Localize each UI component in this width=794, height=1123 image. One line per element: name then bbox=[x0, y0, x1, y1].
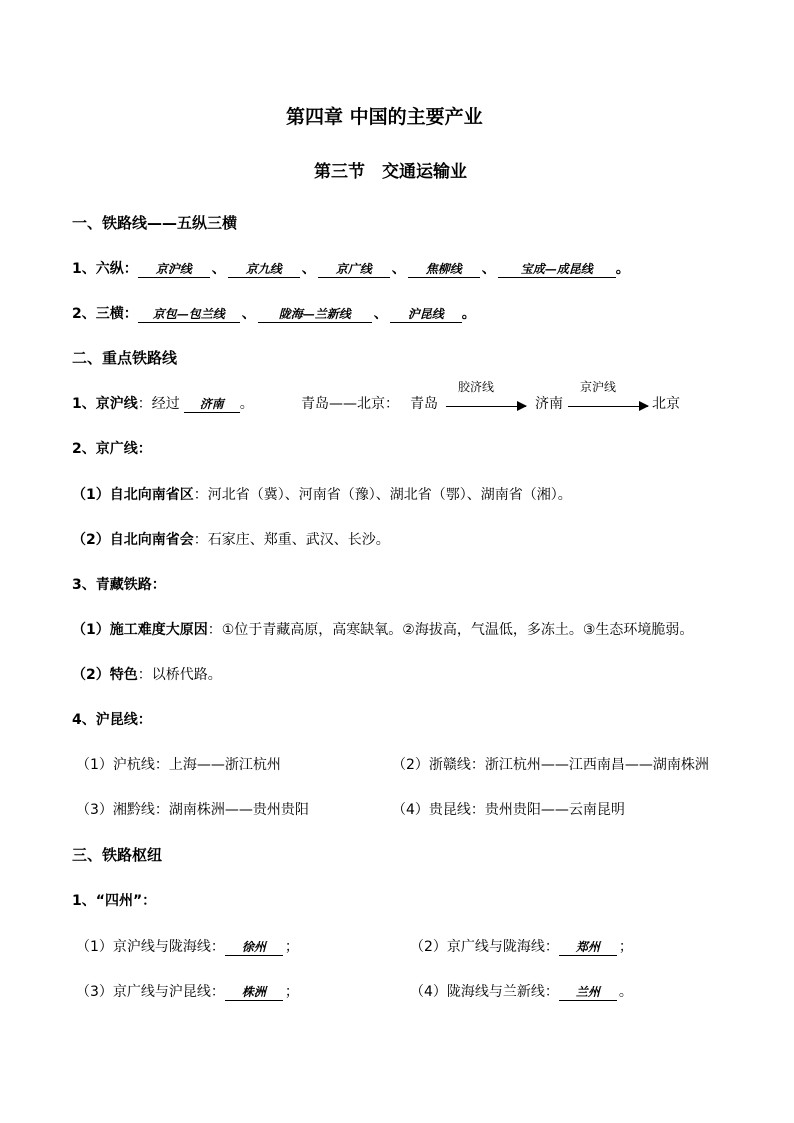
blank-answer: 株洲 bbox=[225, 984, 283, 1001]
colon: ： bbox=[151, 577, 166, 593]
point-text: ：河北省（冀）、河南省（豫）、湖北省（鄂）、湖南省（湘）。 bbox=[193, 487, 572, 503]
blank-answer: 沪昆线 bbox=[390, 306, 462, 323]
jinghu-label: 1、京沪线 bbox=[72, 396, 138, 412]
hub-item bbox=[76, 938, 299, 956]
jinghu-line bbox=[72, 395, 254, 413]
blank-answer: 宝成—成昆线 bbox=[498, 261, 616, 278]
hukun-item: （2）浙赣线：浙江杭州——江西南昌——湖南株洲 bbox=[392, 757, 709, 773]
line-end: ； bbox=[284, 984, 299, 1000]
blank-answer: 京沪线 bbox=[138, 261, 210, 278]
jinghu-text: ：经过 bbox=[137, 396, 180, 412]
section-heading-railway-lines: 一、铁路线——五纵三横 bbox=[72, 214, 238, 232]
six-vertical-label: 1、六纵： bbox=[72, 261, 138, 277]
hukun-label: 4、沪昆线 bbox=[72, 712, 138, 728]
blank-answer: 京九线 bbox=[228, 261, 300, 278]
line-end: 。 bbox=[461, 306, 476, 322]
section-heading-railway-hubs: 三、铁路枢纽 bbox=[72, 846, 163, 864]
blank-answer: 焦柳线 bbox=[408, 261, 480, 278]
line-end: ； bbox=[618, 939, 633, 955]
separator: 、 bbox=[391, 261, 406, 277]
line-end: ； bbox=[284, 939, 299, 955]
separator: 、 bbox=[211, 261, 226, 277]
point-label: （2）自北向南省会 bbox=[72, 532, 194, 548]
sizhou-label: 1、“四州”： bbox=[72, 893, 157, 909]
three-horizontal-label: 2、三横： bbox=[72, 306, 138, 322]
hukun-item: （3）湘黔线：湖南株洲——贵州贵阳 bbox=[76, 802, 309, 818]
qingzang-point-2 bbox=[72, 666, 222, 684]
separator: 、 bbox=[301, 261, 316, 277]
hub-item bbox=[410, 938, 633, 956]
hub-item bbox=[76, 983, 299, 1001]
hub-text: （4）陇海线与兰新线： bbox=[410, 984, 559, 1000]
arrow-label-jiaoji: 胶济线 bbox=[458, 380, 495, 394]
blank-answer: 京包—包兰线 bbox=[138, 306, 240, 323]
qingzang-point-1 bbox=[72, 621, 693, 639]
point-text: ：石家庄、郑重、武汉、长沙。 bbox=[193, 532, 390, 548]
blank-answer: 陇海—兰新线 bbox=[258, 306, 372, 323]
separator: 、 bbox=[373, 306, 388, 322]
separator: 、 bbox=[481, 261, 496, 277]
point-label: （2）特色 bbox=[72, 667, 138, 683]
jingguang-point-2 bbox=[72, 531, 390, 549]
qingzang-label: 3、青藏铁路 bbox=[72, 577, 152, 593]
route-mid: 济南 bbox=[535, 396, 563, 412]
line-end: 。 bbox=[618, 984, 633, 1000]
route-prefix: 青岛——北京： bbox=[301, 396, 399, 412]
blank-answer: 兰州 bbox=[559, 984, 617, 1001]
blank-answer: 徐州 bbox=[225, 939, 283, 956]
blank-answer: 郑州 bbox=[559, 939, 617, 956]
three-horizontal-line bbox=[72, 305, 476, 323]
separator: 、 bbox=[241, 306, 256, 322]
arrow-label-jinghu: 京沪线 bbox=[580, 380, 617, 394]
blank-answer: 京广线 bbox=[318, 261, 390, 278]
route-from: 青岛 bbox=[410, 396, 438, 412]
hub-text: （2）京广线与陇海线： bbox=[410, 939, 559, 955]
six-vertical-line bbox=[72, 260, 630, 278]
hub-text: （1）京沪线与陇海线： bbox=[76, 939, 225, 955]
section-heading-key-railways: 二、重点铁路线 bbox=[72, 349, 178, 367]
line-end: 。 bbox=[239, 396, 254, 412]
hukun-item: （4）贵昆线：贵州贵阳——云南昆明 bbox=[392, 802, 625, 818]
line-end: 。 bbox=[615, 261, 630, 277]
jingguang-label: 2、京广线： bbox=[72, 441, 152, 457]
route-to: 北京 bbox=[652, 396, 680, 412]
blank-answer: 济南 bbox=[184, 396, 240, 413]
hub-item bbox=[410, 983, 633, 1001]
point-text: ：以桥代路。 bbox=[137, 667, 222, 683]
point-label: （1）施工难度大原因 bbox=[72, 622, 208, 638]
hukun-heading bbox=[72, 711, 152, 729]
qingzang-heading bbox=[72, 576, 166, 594]
point-label: （1）自北向南省区 bbox=[72, 487, 194, 503]
jingguang-point-1 bbox=[72, 486, 572, 504]
colon: ： bbox=[137, 712, 152, 728]
page-title: 第四章 中国的主要产业 bbox=[286, 106, 483, 128]
hub-text: （3）京广线与沪昆线： bbox=[76, 984, 225, 1000]
right-arrow-icon bbox=[568, 406, 648, 407]
right-arrow-icon bbox=[446, 406, 526, 407]
section-subtitle: 第三节 交通运输业 bbox=[314, 162, 467, 182]
point-text: ：①位于青藏高原，高寒缺氧。②海拔高，气温低，多冻土。③生态环境脆弱。 bbox=[207, 622, 694, 638]
hukun-item: （1）沪杭线：上海——浙江杭州 bbox=[76, 757, 281, 773]
